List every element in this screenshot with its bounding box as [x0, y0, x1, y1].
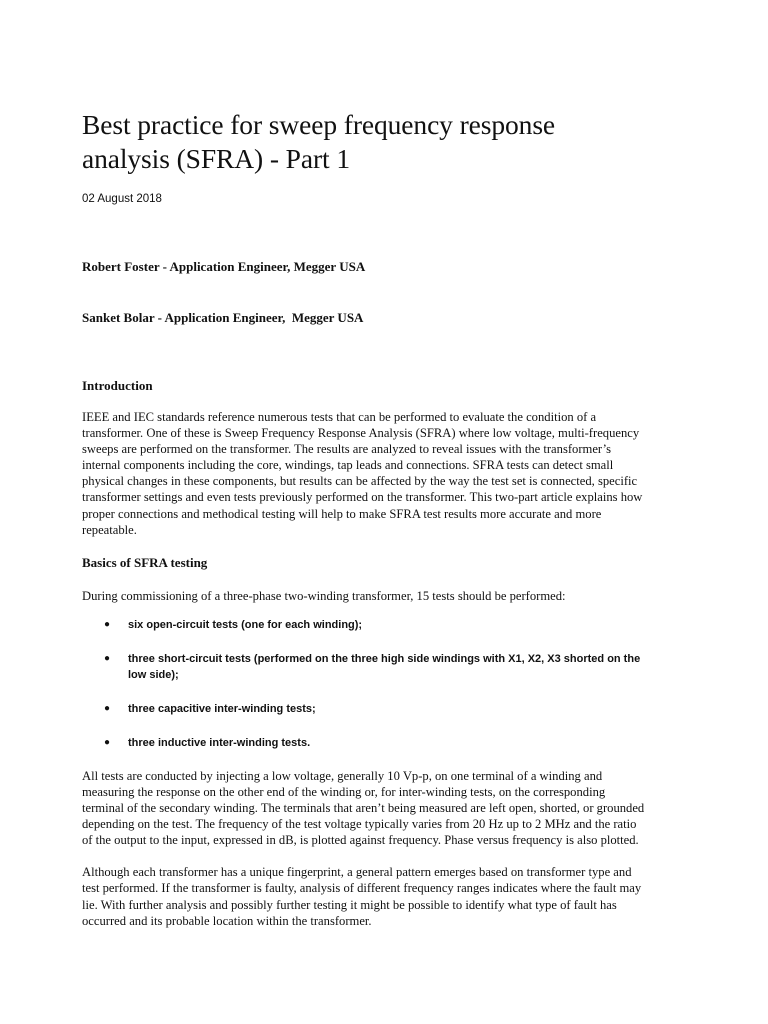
test-bullet-list: [82, 617, 648, 751]
list-item-text: three short-circuit tests (performed on the three high side windings with X1, X2, X3 shorted on the low side);: [128, 652, 641, 681]
article-title: Best practice for sweep frequency response analysis (SFRA) - Part 1: [82, 109, 556, 174]
basics-heading: Basics of SFRA testing: [82, 554, 208, 570]
basics-intro-paragraph: During commissioning of a three-phase two-winding transformer, 15 tests should be performed:: [82, 588, 566, 603]
list-item-text: three capacitive inter-winding tests;: [128, 702, 316, 715]
introduction-heading: Introduction: [82, 378, 153, 393]
bullet-icon: ●: [104, 736, 111, 748]
fingerprint-paragraph: Although each transformer has a unique fingerprint, a general pattern emerges based on transformer type and test performed. If the transformer is faulty, analysis of different frequency ranges indicates where the fault may lie. With further analysis and possibly further testing it might be possible to identify what type of fault has occurred and its probable location within the transformer.: [82, 865, 642, 928]
list-item: [82, 617, 648, 633]
article-page: [82, 108, 648, 929]
list-item: [82, 735, 648, 751]
testing-method-paragraph: All tests are conducted by injecting a low voltage, generally 10 Vp-p, on one terminal of a winding and measuring the response on the other end of the winding or, for inter-winding tests, on the corresponding terminal of the secondary winding. The terminals that aren’t being measured are left open, shorted, or grounded depending on the test. The frequency of the test voltage typically varies from 20 Hz up to 2 MHz and the ratio of the output to the input, expressed in dB, is plotted against frequency. Phase versus frequency is also plotted.: [82, 768, 645, 848]
author-line: Robert Foster - Application Engineer, Megger USA: [82, 259, 366, 274]
list-item-text: six open-circuit tests (one for each winding);: [128, 618, 363, 631]
list-item: [82, 651, 648, 683]
bullet-icon: ●: [104, 702, 111, 714]
list-item-text: three inductive inter-winding tests.: [128, 736, 311, 749]
list-item: [82, 701, 648, 717]
article-date: 02 August 2018: [82, 193, 162, 205]
bullet-icon: ●: [104, 652, 111, 664]
author-line: Sanket Bolar - Application Engineer, Megger USA: [82, 310, 364, 325]
bullet-icon: ●: [104, 618, 111, 630]
introduction-paragraph: IEEE and IEC standards reference numerous tests that can be performed to evaluate the condition of a transformer. One of these is Sweep Frequency Response Analysis (SFRA) where low voltage, multi-frequency sweeps are performed on the transformer. The results are analyzed to reveal issues with the transformer’s internal components including the core, windings, tap leads and connections. SFRA tests can detect small physical changes in these components, but results can be affected by the way the test set is connected, specific transformer settings and even tests previously performed on the transformer. This two-part article explains how proper connections and methodical testing will help to make SFRA test results more accurate and more repeatable.: [82, 410, 643, 537]
author-list: [82, 224, 648, 360]
